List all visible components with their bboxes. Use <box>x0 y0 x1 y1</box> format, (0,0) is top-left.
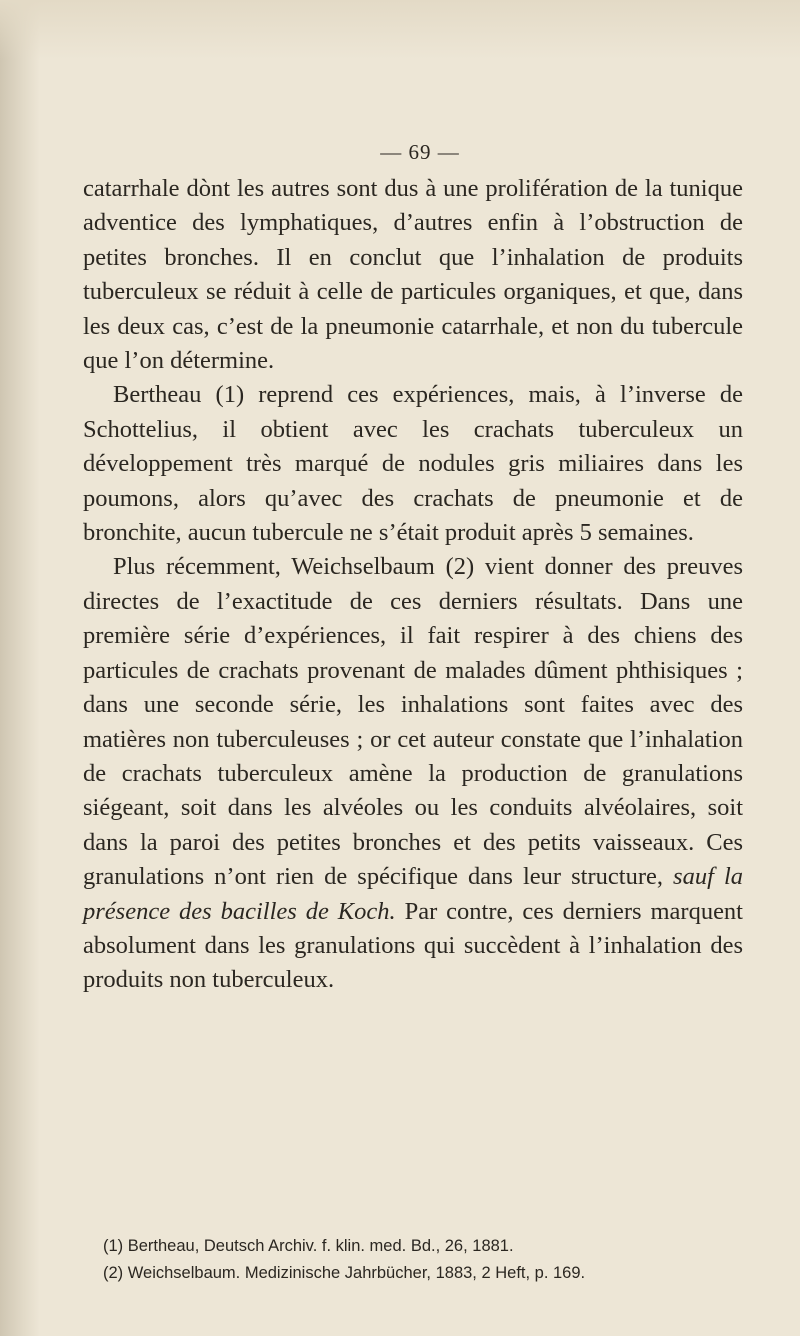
page-number: — 69 — <box>380 140 460 164</box>
body-text <box>83 172 743 998</box>
paragraph-3 <box>83 550 743 997</box>
paragraph-3-italic: sauf la présence des bacilles de Koch. <box>83 863 744 925</box>
paragraph-3-start: Plus récemment, Weichselbaum (2) vient donner des preuves directes de l’exactitude de ces derniers résultats. Dans une première série d’expériences, il fait respirer à des chiens des particules de crachats provenant de malades dûment phthisiques ; dans une seconde série, les inhalations sont faites avec des matières non tuberculeuses ; or cet auteur constate que l’inhalation de crachats tuberculeux amène la production de granulations siégeant, soit dans les alvéoles ou les conduits alvéolaires, soit dans la paroi des petites bronches et des petits vaisseaux. Ces granulations n’ont rien de spécifique dans leur structure, <box>83 553 743 891</box>
footnotes <box>103 1233 763 1287</box>
page-top-shadow <box>0 0 800 60</box>
page-edge-shadow <box>0 0 40 1336</box>
footnote-2: (2) Weichselbaum. Medizinische Jahrbücher, 1883, 2 Heft, p. 169. <box>103 1264 586 1282</box>
paragraph-3-end: Par contre, ces derniers marquent absolument dans les granulations qui succèdent à l’inhalation des produits non tuberculeux. <box>83 897 743 994</box>
paragraph-2: Bertheau (1) reprend ces expériences, mais, à l’inverse de Schottelius, il obtient avec les crachats tuberculeux un développement très marqué de nodules gris miliaires dans les poumons, alors qu’avec des crachats de pneumonie et de bronchite, aucun tubercule ne s’était produit après 5 semaines. <box>83 381 743 547</box>
footnote-1: (1) Bertheau, Deutsch Archiv. f. klin. med. Bd., 26, 1881. <box>103 1237 514 1255</box>
paragraph-1: catarrhale dònt les autres sont dus à une prolifération de la tunique adventice des lymphatiques, d’autres enfin à l’obstruction de petites bronches. Il en conclut que l’inhalation de produits tuberculeux se réduit à celle de particules organiques, et que, dans les deux cas, c’est de la pneumonie catarrhale, et non du tubercule que l’on détermine. <box>83 175 743 375</box>
